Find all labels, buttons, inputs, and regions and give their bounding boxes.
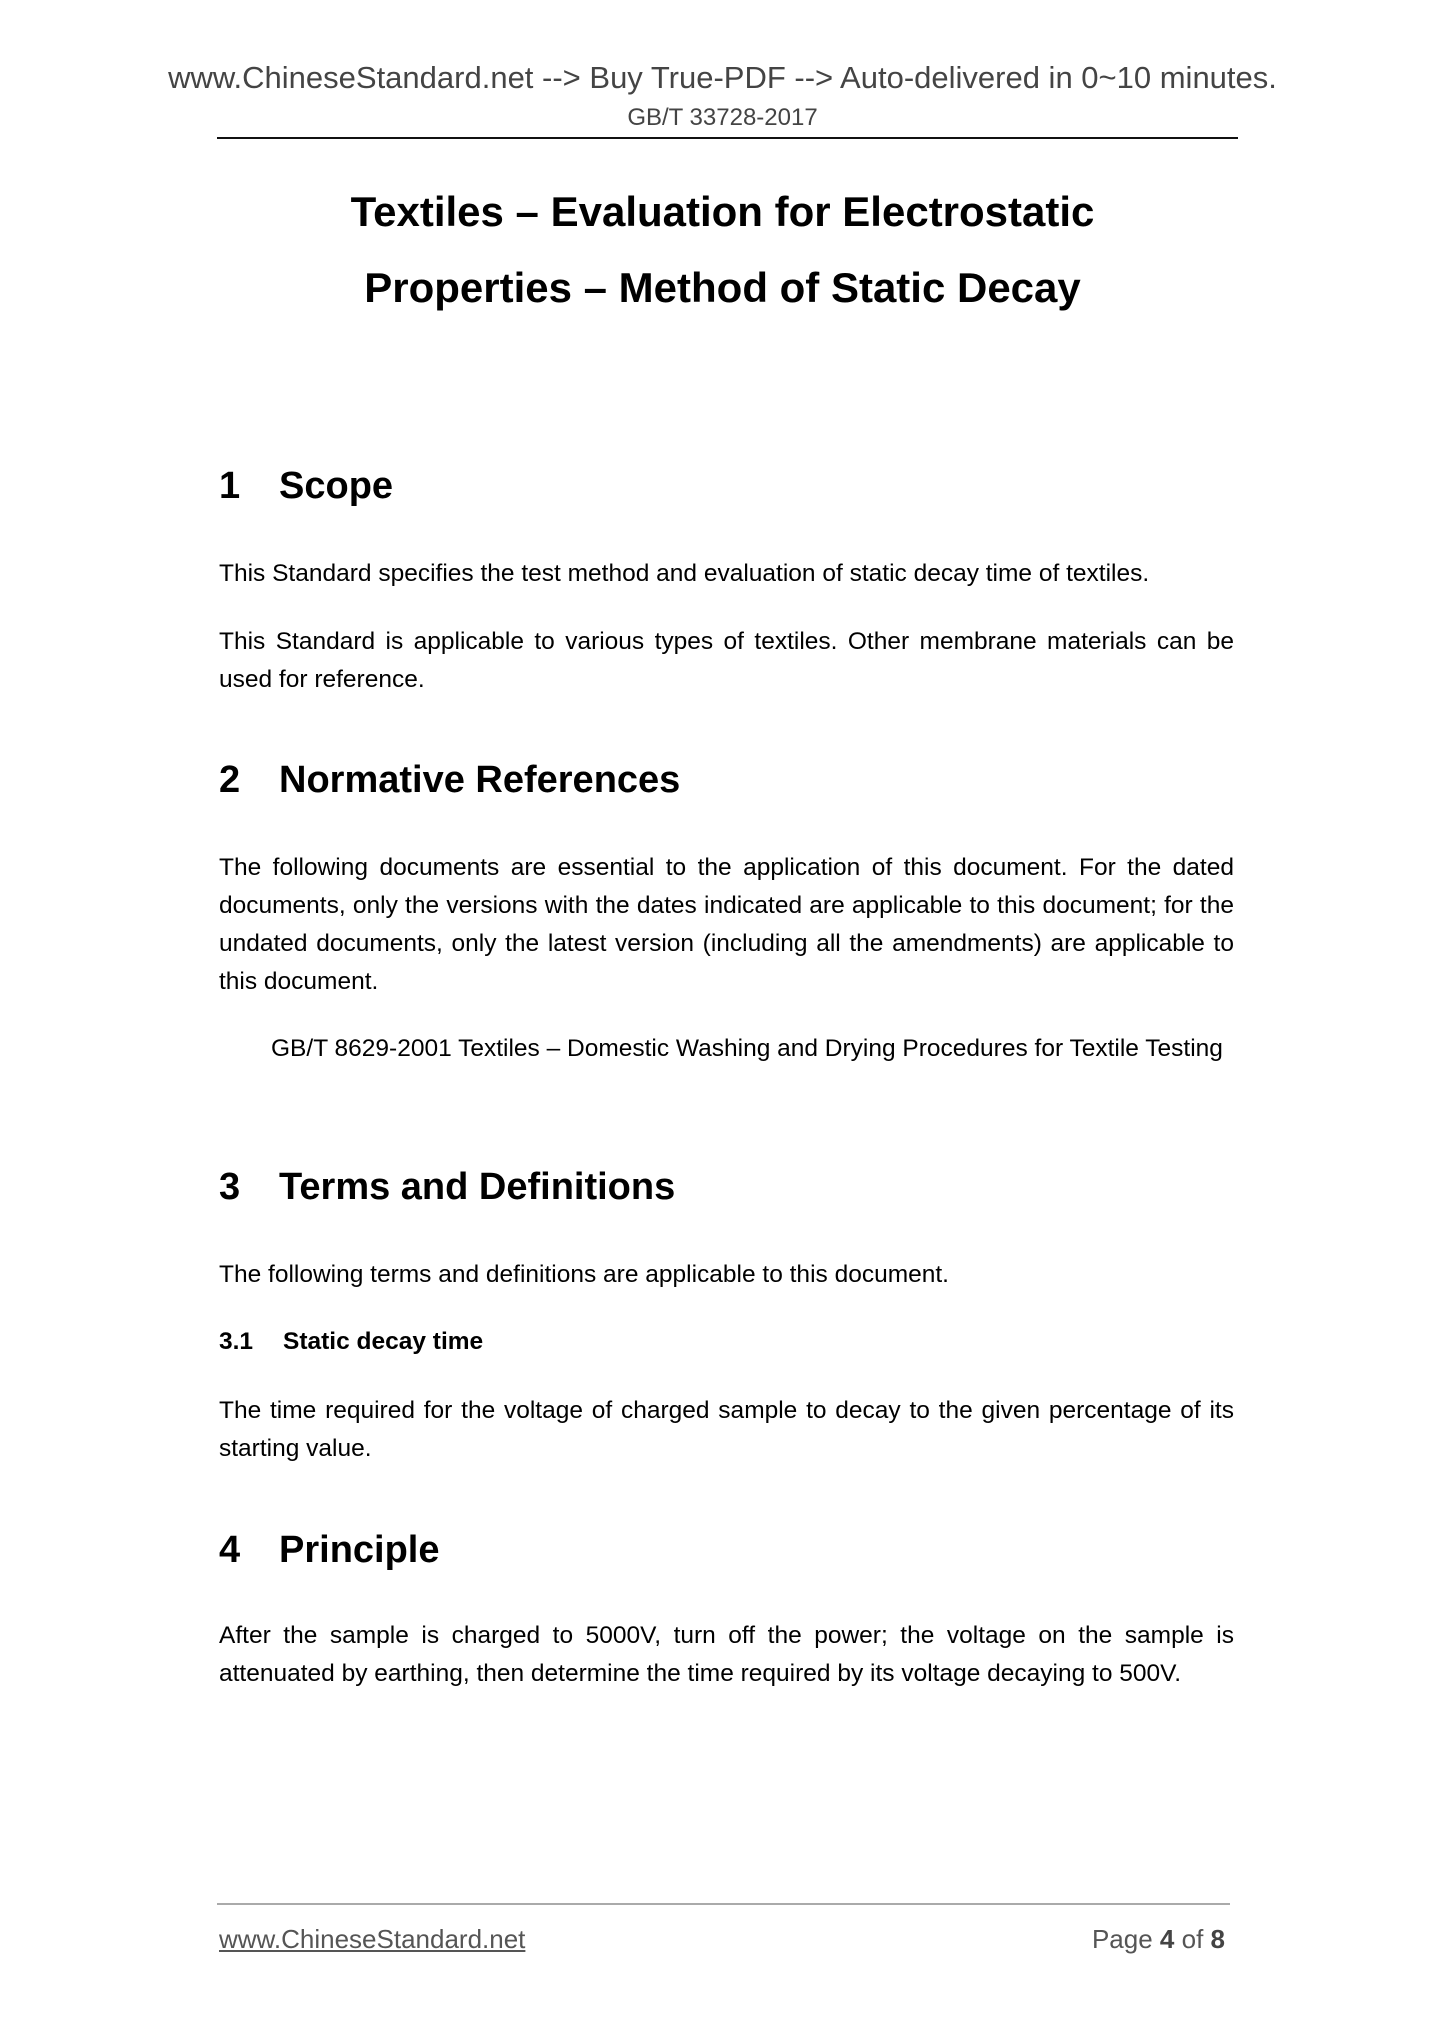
section-number: 2 — [219, 759, 241, 801]
subsection-heading-static-decay-time — [219, 1328, 483, 1356]
section-title: Terms and Definitions — [279, 1166, 676, 1208]
paragraph: This Standard specifies the test method and evaluation of static decay time of textiles. — [219, 560, 1150, 587]
paragraph: This Standard is applicable to various types of textiles. Other membrane materials can be used for reference. — [219, 628, 1234, 693]
paragraph: The following documents are essential to the application of this document. For the dated documents, only the versions with the dates indicated are applicable to this document; for the undated documents, only the latest version (including all the amendments) are applicable to this document. — [219, 854, 1234, 995]
page-number — [1092, 1924, 1225, 1955]
definition-paragraph: The time required for the voltage of charged sample to decay to the given percentage of its starting value. — [219, 1397, 1234, 1462]
total-pages: 8 — [1210, 1924, 1225, 1954]
section-heading-scope — [219, 465, 393, 508]
page-of-label: of — [1181, 1924, 1204, 1954]
section-number: 3 — [219, 1166, 241, 1208]
subsection-number: 3.1 — [219, 1328, 254, 1355]
section-title: Normative References — [279, 759, 681, 801]
current-page: 4 — [1159, 1924, 1175, 1954]
footer-website-link[interactable]: www.ChineseStandard.net — [219, 1924, 526, 1954]
section-heading-principle — [219, 1529, 440, 1572]
header-banner: www.ChineseStandard.net --> Buy True-PDF --> Auto-delivered in 0~10 minutes. — [168, 60, 1277, 95]
footer-divider — [217, 1903, 1230, 1905]
document-title-line-1: Textiles – Evaluation for Electrostatic — [350, 188, 1095, 235]
section-number: 4 — [219, 1529, 241, 1571]
page-label: Page — [1091, 1924, 1153, 1954]
document-title-line-2: Properties – Method of Static Decay — [364, 264, 1081, 311]
header-divider — [217, 137, 1238, 139]
paragraph: After the sample is charged to 5000V, turn off the power; the voltage on the sample is attenuated by earthing, then determine the time required by its voltage decaying to 500V. — [219, 1622, 1234, 1687]
section-heading-normative-references — [219, 759, 680, 802]
section-title: Scope — [279, 465, 394, 507]
standard-code: GB/T 33728-2017 — [627, 104, 818, 131]
subsection-title: Static decay time — [283, 1328, 484, 1355]
normative-reference-item: GB/T 8629-2001 Textiles – Domestic Washing and Drying Procedures for Textile Testing — [271, 1035, 1223, 1062]
section-title: Principle — [279, 1529, 440, 1571]
section-heading-terms-definitions — [219, 1166, 675, 1209]
section-number: 1 — [219, 465, 241, 507]
paragraph: The following terms and definitions are applicable to this document. — [219, 1261, 949, 1288]
